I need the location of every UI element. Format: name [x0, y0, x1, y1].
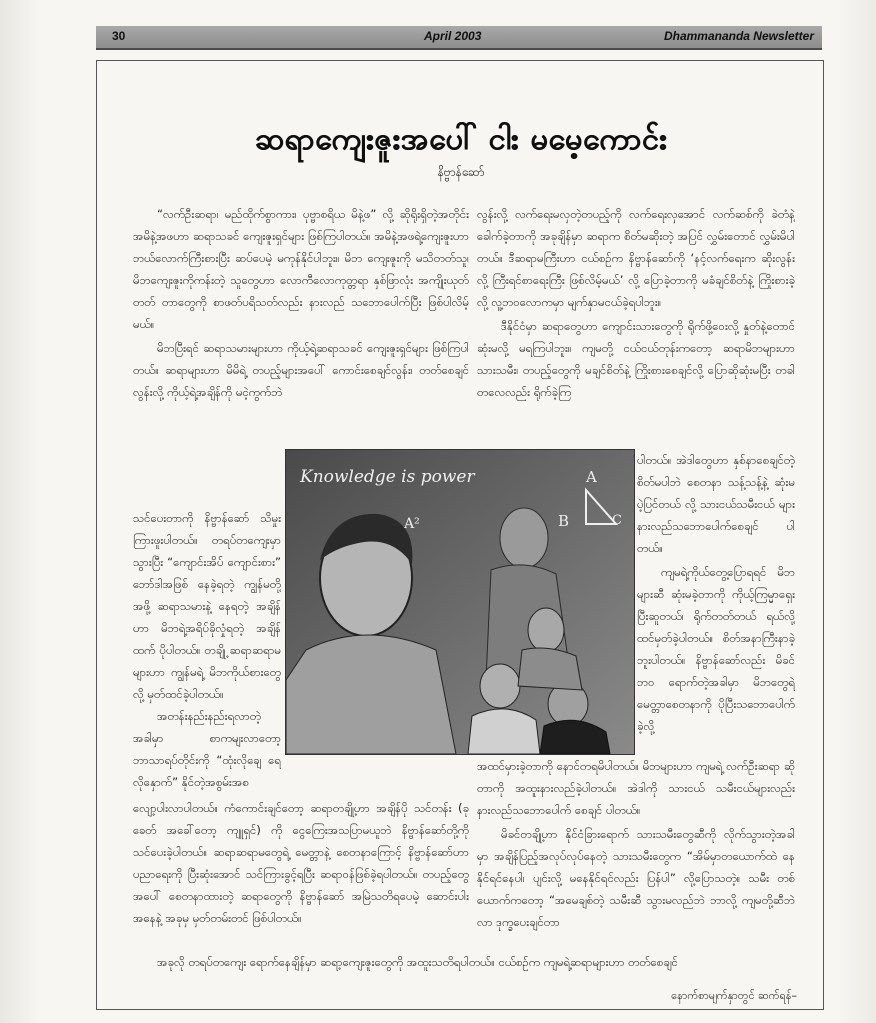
paragraph: ကျမရဲ့ကိုယ်တွေ့ပြောရရင် မိဘများဆီ ဆုံးမခဲ့တာကို ကိုယ့်ကြမ္မာရှေးပြီးဆူတယ်၊ ရိုက်တတ်တယ် ရယ်လို့ ထင်မှတ်ခဲ့ပါတယ်။ စိတ်အနာကြီးနာခဲ့ဘူးပါတယ်။ နိဗ္ဗာန်ဆော်လည်း မိခင်ဘဝ ရောက်တဲ့အခါမှာ မိဘတွေရဲ့ မေတ္တာစေတနာကို ပိုပြီးသဘောပေါက်ခဲ့လို့ [637, 565, 795, 733]
publication-name: Dhammananda Newsletter [663, 29, 814, 43]
math-label-c: C [612, 513, 622, 528]
paragraph: မိခင်တချို့ဟာ နိုင်ငံခြားရောက် သားသမီးတွေဆီကို လိုက်သွားတဲ့အခါ မှာ အချိန်ပြည့်အလုပ်လုပ်နေတဲ့ သားသမီးတွေက “အိမ်မှာတယောက်ထဲ နေနိုင်ရင်နေပါ၊ ပျင်းလို့ မနေနိုင်ရင်လည်း ပြန်ပါ” လို့ပြောသတဲ့။ သမီး တစ်ယောက်ကတော့ “အမေချစ်တဲ့ သမီးဆီ သွားမလည်ဘဲ ဘာလို့ ကျမတို့ဆီဘဲ လာ ဒုက္ခပေးချင်တာ [477, 827, 795, 929]
left-column-bottom [133, 797, 469, 951]
knowledge-illustration [285, 449, 635, 755]
left-column-narrow-bottom [133, 705, 281, 795]
paragraph: လွန်းလို့ လက်ရေးမလှတဲ့တပည့်ကို လက်ရေးလှအောင် လက်ဆစ်ကို ခဲတံနဲ့ခေါက်ခဲ့တာကို အခုချိန်မှာ ဆရာက စိတ်မဆိုးတဲ့ အပြင် လွှမ်းတောင် လွှမ်းမိပါတယ်။ ဒီဆရာမကြီးဟာ ငယ်စဉ်က နိဗ္ဗာန်ဆော်ကို ‘နင့်လက်ရေးက ဆိုးလွန်းလို့ ကြီးရင်စာရေးကြီး ဖြစ်လိမ့်မယ်’ လို့ ပြောခဲ့တာကို မခံချင်စိတ်နဲ့ ကြိုးစားခဲ့ လို့ လူ့ဘဝလောကမှာ မျက်နှာမငယ်ခဲ့ရပါဘူး။ [477, 207, 795, 309]
newsletter-header [96, 26, 822, 50]
illustration-drawing [286, 450, 634, 754]
chalk-caption: Knowledge is power [300, 467, 475, 487]
math-label-b: B [558, 512, 570, 530]
student-3-body [468, 709, 540, 754]
math-label-a: A [586, 468, 597, 486]
article-frame [96, 60, 824, 1010]
student-3-head [480, 664, 520, 708]
page-number: 30 [112, 29, 126, 43]
right-column-bottom [477, 755, 795, 951]
continued-note: နောက်စာမျက်နှာတွင် ဆက်ရန်– [671, 989, 797, 1002]
article-author: နိဗ္ဗာန်ဆော် [437, 165, 485, 179]
paragraph: “လက်ဦးဆရာ၊ မည်ထိုက်စွာကား၊ ပုဗ္ဗာစရိယ မိနဲ့ဖ” လို့ ဆိုရိုးရှိတဲ့အတိုင်း အမိနဲ့အဖဟာ ဆရာသခင် ကျေးဇူးရှင်များ ဖြစ်ကြပါတယ်။ အမိနဲ့အဖရဲ့ကျေးဇူးဟာ ဘယ်လောက်ကြီးစားပြီး ဆပ်ပေမဲ့ မကုန်နိုင်ပါဘူး။ မိဘ ကျေးဇူးကို မသိတတ်သူ၊ မိဘကျေးဇူးကိုကန်းတဲ့ သူတွေဟာ လောကီလောကုတ္တရာ နှစ်ဖြာလုံး အကျိုးယုတ်တတ် တာတွေကို စာဖတ်ပရိသတ်လည်း နားလည် သဘောပေါက်ပြီး ဖြစ်ပါလိမ့်မယ်။ [133, 207, 469, 331]
student-2-body [518, 648, 582, 690]
paragraph: လျော့ပါးလာပါတယ်။ ကံကောင်းချင်တော့ ဆရာတချို့ဟာ အချိန်ပို သင်တန်း (ခုခေတ် အခေါ်တော့ ကျူရှင်) ကို ငွေကြေးအသပြာမယူဘဲ နိဗ္ဗာန်ဆော်တို့ကို သင်ပေးခဲ့ပါတယ်။ ဆရာဆရာမတွေရဲ့ မေတ္တာနဲ့ စေတနာကြောင့် နိဗ္ဗာန်ဆော်ဟာ ပညာရေးကို ပြီးဆုံးအောင် သင်ကြားခွင့်ရပြီး ဆရာဝန်ဖြစ်ခဲ့ရပါတယ်။ တပည့်တွေအပေါ် စေတနာထားတဲ့ ဆရာတွေကို နိဗ္ဗာန်ဆော် အမြဲသတိရပေမဲ့ ဆောင်းပါးအနေနဲ့ အခုမှ မှတ်တမ်းတင် ဖြစ်ပါတယ်။ [133, 801, 469, 925]
issue-date: April 2003 [424, 29, 482, 43]
paragraph: မိဘပြီးရင် ဆရာသမားများဟာ ကိုယ့်ရဲ့ဆရာသခင် ကျေးဇူးရှင်များ ဖြစ်ကြပါတယ်။ ဆရာများဟာ မိမိရဲ့ တပည့်များအပေါ် ကောင်းစေချင်လွန်း၊ တတ်စေချင်လွန်းလို့ ကိုယ့်ရဲ့အချိန်ကို မငဲ့ကွက်ဘဲ [133, 341, 469, 399]
article-title: ဆရာကျေးဇူးအပေါ် ငါး မမေ့ကောင်း [254, 122, 668, 157]
student-2-head [528, 608, 564, 652]
teacher-head [500, 508, 548, 568]
paragraph: သင်ပေးတာကို နိဗ္ဗာန်ဆော် သိမှုးကြားဖူးပါတယ်။ တရပ်တကျေးမှာသွားပြီး “ကျောင်းအိပ် ကျောင်းစား” ဘော်ဒါအဖြစ် နေခဲ့ရတဲ့ ကျွန်မတို့ အဖို့ ဆရာသမားနဲ့ နေရတဲ့ အချိန်ဟာ မိဘရဲ့အရိပ်ခိုလှုံရတဲ့ အချိန်ထက် ပိုပါတယ်။ တချို့ ဆရာဆရာမများဟာ ကျွန်မရဲ့ မိဘကိုယ်စားတွေလို့ မှတ်ထင်ခဲ့ပါတယ်။ [133, 511, 281, 701]
student-shirt [286, 635, 456, 754]
paragraph: အခုလို တရပ်တကျေး ရောက်နေချိန်မှာ ဆရာ့ကျေးဇူးတွေကို အထူးသတိရပါတယ်။ ငယ်စဉ်က ကျမရဲ့ဆရာများဟာ တတ်စေချင် [157, 955, 678, 969]
paragraph: အတန်းနည်းနည်းရလာတဲ့ အခါမှာ စာကမျးလာတော့ ဘာသာရပ်တိုင်းကို “ထုံးလိုချေ ရေလိုနှောက်” နိုင်တဲ့အစွမ်းအစ [133, 709, 281, 789]
paragraph: ဒီနိုင်ငံမှာ ဆရာတွေဟာ ကျောင်းသားတွေကို ရိုက်ဖို့ဝေးလို့ နှုတ်နဲ့တောင် ဆုံးမလို့ မရကြပါဘူး။ ကျမတို့ ငယ်ငယ်တုန်းကတော့ ဆရာမိဘများဟာ သားသမီး၊ တပည့်တွေကို မချင်စိတ်နဲ့ ကြိုးစားစေချင်လို့ ပြောဆိုဆုံးမပြီး တခါတလေလည်း ရိုက်ခဲ့ကြ [477, 319, 795, 399]
math-label-a-squared: A² [404, 516, 420, 532]
paragraph: ပါတယ်။ အဲဒါတွေဟာ နှစ်နာစေချင်တဲ့ စိတ်မပါဘဲ စေတနာ သန့်သန့်နဲ့ ဆုံးမပဲ့ပြင်တယ် လို့ သားငယ်သမီးငယ် များ နားလည်သဘောပေါက်စေချင် ပါတယ်။ [637, 453, 795, 555]
right-column-top [477, 203, 795, 449]
paragraph: အထင်မှားခဲ့တာကို နောင်တရမိပါတယ်။ မိဘများဟာ ကျမရဲ့ လက်ဦးဆရာ ဆိုတာကို အထူးနားလည်ခဲ့ပါတယ်။ အဲဒါကို သားငယ် သမီးငယ်များလည်း နားလည်သဘောပေါက် စေချင် ပါတယ်။ [477, 759, 795, 817]
